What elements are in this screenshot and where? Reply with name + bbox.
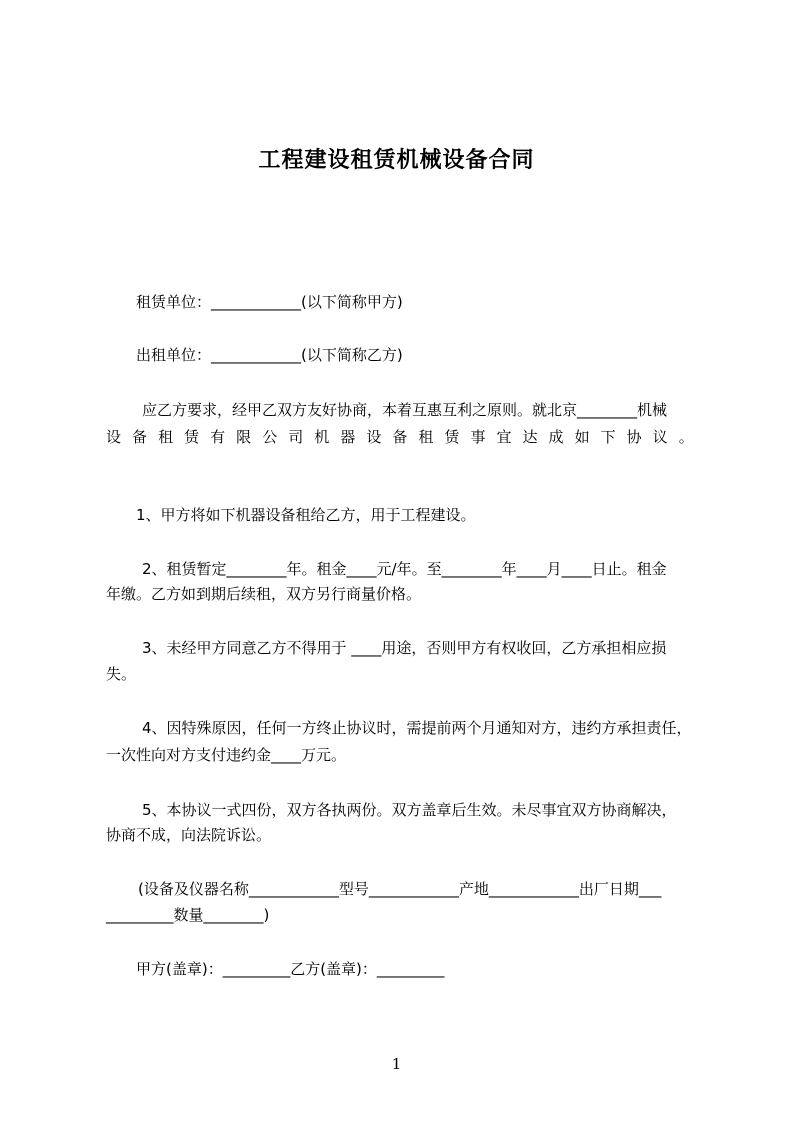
intro-line-2-char: 备 <box>392 428 408 446</box>
intro-line-2-char: 限 <box>236 428 252 446</box>
intro-line-2-char: 公 <box>262 428 278 446</box>
intro-line-2-char: 。 <box>678 428 694 446</box>
intro-line-2-char: 设 <box>366 428 382 446</box>
equipment-line-2: _________数量________) <box>106 906 270 924</box>
clause-2-line-2: 年缴。乙方如到期后续租，双方另行商量价格。 <box>106 585 422 603</box>
clause-4-line-1: 4、因特殊原因，任何一方终止协议时，需提前两个月通知对方，违约方承担责任， <box>142 719 692 737</box>
intro-line-2-char: 备 <box>132 428 148 446</box>
intro-line-1: 应乙方要求，经甲乙双方友好协商，本着互惠互利之原则。就北京________机械 <box>142 401 668 419</box>
intro-line-2-char: 设 <box>106 428 122 446</box>
signature-line: 甲方(盖章)：_________乙方(盖章)：_________ <box>136 960 445 978</box>
intro-line-2-char: 如 <box>574 428 590 446</box>
clause-1: 1、甲方将如下机器设备租给乙方，用于工程建设。 <box>136 506 476 524</box>
intro-line-2-char: 租 <box>158 428 174 446</box>
intro-line-2 <box>106 427 694 447</box>
intro-line-2-char: 机 <box>314 428 330 446</box>
intro-line-2-char: 宜 <box>496 428 512 446</box>
clause-5-line-2: 协商不成，向法院诉讼。 <box>106 826 272 844</box>
intro-line-2-char: 器 <box>340 428 356 446</box>
intro-line-2-char: 下 <box>600 428 616 446</box>
clause-2-line-1: 2、租赁暂定________年。租金____元/年。至________年____月____日止。租金 <box>142 560 667 578</box>
clause-4-line-2: 一次性向对方支付违约金____万元。 <box>106 746 347 764</box>
lessor-line: 出租单位：____________(以下简称乙方) <box>136 346 403 364</box>
lessee-line: 租赁单位：____________(以下简称甲方) <box>136 293 403 311</box>
equipment-line-1: (设备及仪器名称____________型号____________产地____________出厂日期___ <box>138 880 662 898</box>
intro-line-2-char: 议 <box>652 428 668 446</box>
intro-line-2-char: 事 <box>470 428 486 446</box>
clause-3-line-2: 失。 <box>106 665 137 683</box>
clause-3-line-1: 3、未经甲方同意乙方不得用于 ____用途，否则甲方有权收回，乙方承担相应损 <box>142 639 667 657</box>
intro-line-2-char: 协 <box>626 428 642 446</box>
document-title: 工程建设租赁机械设备合同 <box>258 148 535 173</box>
intro-line-2-char: 赁 <box>444 428 460 446</box>
intro-line-2-char: 租 <box>418 428 434 446</box>
intro-line-2-char: 达 <box>522 428 538 446</box>
intro-line-2-char: 成 <box>548 428 564 446</box>
intro-line-2-char: 司 <box>288 428 304 446</box>
clause-5-line-1: 5、本协议一式四份，双方各执两份。双方盖章后生效。未尽事宜双方协商解决， <box>142 801 677 819</box>
intro-line-2-char: 有 <box>210 428 226 446</box>
intro-line-2-char: 赁 <box>184 428 200 446</box>
page-number: 1 <box>391 1055 402 1073</box>
